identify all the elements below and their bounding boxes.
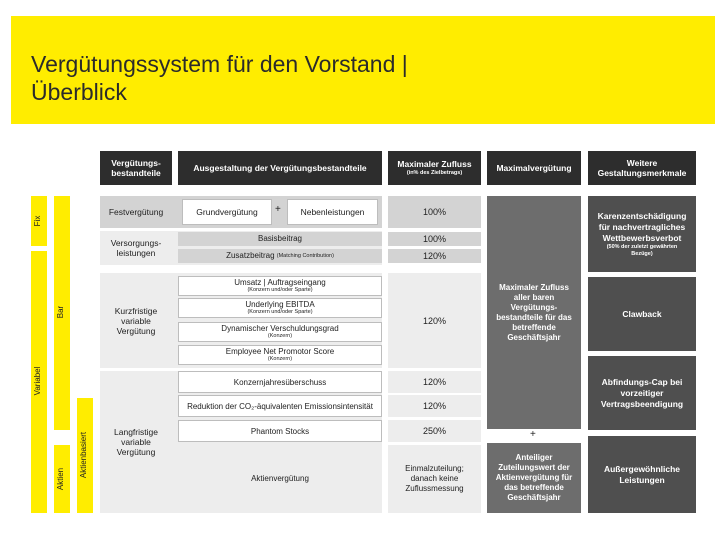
basisbeitrag-label: Basisbeitrag <box>257 234 303 243</box>
zusatz-pct: 120% <box>422 251 447 261</box>
lang-label: Langfristige variable Vergütung <box>114 427 158 457</box>
fix-label: Fix <box>33 215 42 227</box>
header-ausgestaltung: Ausgestaltung der Vergütungsbestandteile <box>178 151 382 185</box>
phantom-box: Phantom Stocks <box>178 420 382 442</box>
aktien-label: Aktien <box>56 467 65 491</box>
title-line-2: Überblick <box>31 79 127 105</box>
bar-label: Bar <box>56 305 65 319</box>
aktienbasiert-label: Aktienbasiert <box>79 431 88 479</box>
maximal-plus: + <box>530 429 536 440</box>
aktienverguetung-label: Aktienvergütung <box>251 474 309 483</box>
clawback-box: Clawback <box>588 277 696 351</box>
aktien-pct: Einmalzuteilung; danach keine Zuflussmessung <box>405 464 464 493</box>
dvg-box: Dynamischer Verschuldungsgrad (Konzern) <box>178 322 382 342</box>
variabel-label: Variabel <box>33 366 42 396</box>
basis-pct: 100% <box>422 234 447 244</box>
kurz-pct: 120% <box>422 315 447 326</box>
konzern-box: Konzernjahresüberschuss <box>178 371 382 393</box>
karenz-box: Karenzentschädigung für nachvertragliches Wettbewerbsverbot (50% der zuletzt gewährten Bezüge) <box>588 196 696 272</box>
nebenleistungen-box: Nebenleistungen <box>287 199 378 225</box>
umsatz-box: Umsatz | Auftragseingang (Konzern und/oder Sparte) <box>178 276 382 296</box>
maximal-main-box: Maximaler Zufluss aller baren Vergütungs-bestandteile für das betreffende Geschäftsjahr <box>487 196 581 429</box>
header-bestandteile: Vergütungs-bestandteile <box>100 151 172 185</box>
header-zufluss: Maximaler Zufluss (in% des Zielbetrags) <box>388 151 481 185</box>
fest-pct: 100% <box>422 207 447 217</box>
konzern-pct: 120% <box>422 377 447 387</box>
ausser-box: Außergewöhnliche Leistungen <box>588 436 696 513</box>
fest-plus: + <box>275 204 281 215</box>
abfindung-box: Abfindungs-Cap bei vorzeitiger Vertragsbeendigung <box>588 356 696 430</box>
header-maximal: Maximalvergütung <box>487 151 581 185</box>
co2-pct: 120% <box>422 401 447 411</box>
title-line-1: Vergütungssystem für den Vorstand | <box>31 51 408 77</box>
ebitda-box: Underlying EBITDA (Konzern und/oder Sparte) <box>178 298 382 318</box>
grundverguetung-box: Grundvergütung <box>182 199 272 225</box>
versorgung-label: Versorgungs-leistungen <box>110 238 162 258</box>
kurz-label: Kurzfristige variable Vergütung <box>114 305 158 336</box>
header-weitere: Weitere Gestaltungsmerkmale <box>588 151 696 185</box>
page-title <box>31 50 631 106</box>
zusatzbeitrag-label: Zusatzbeitrag (Matching Contribution) <box>226 251 334 260</box>
phantom-pct: 250% <box>422 426 447 436</box>
maximal-aktien-box: Anteiliger Zuteilungswert der Aktienvergütung für das betreffende Geschäftsjahr <box>487 443 581 513</box>
nps-box: Employee Net Promotor Score (Konzern) <box>178 345 382 365</box>
fest-label: Festvergütung <box>108 207 164 217</box>
co2-box: Reduktion der CO₂-äquivalenten Emissionsintensität <box>178 395 382 417</box>
